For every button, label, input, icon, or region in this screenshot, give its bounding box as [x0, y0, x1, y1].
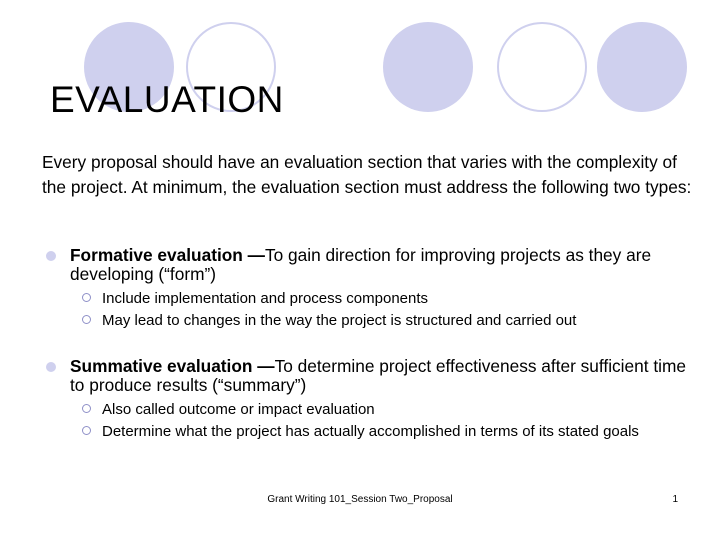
bullet-text: To determine project effectiveness after sufficient time to produce results (“summary”): [70, 356, 686, 395]
sub-bullet: [70, 290, 686, 307]
sub-bullet-ring-icon: [82, 426, 91, 435]
page-number: 1: [672, 494, 678, 505]
sub-bullet: [70, 312, 686, 329]
intro-paragraph: Every proposal should have an evaluation section that varies with the complexity of the project. At minimum, the evaluation section must address the following two types:: [42, 152, 692, 197]
bullet-dot-icon: [46, 362, 56, 372]
bullet-summative-evaluation: [46, 357, 686, 440]
decorative-circle-outline: [497, 22, 587, 112]
bullet-heading: Formative evaluation —: [70, 245, 265, 265]
slide-footer: Grant Writing 101_Session Two_Proposal: [267, 494, 453, 505]
sub-bullet-text: Also called outcome or impact evaluation: [102, 401, 375, 418]
bullet-dot-icon: [46, 251, 56, 261]
sub-bullet-ring-icon: [82, 404, 91, 413]
sub-bullet-text: Include implementation and process components: [102, 290, 429, 307]
slide-title: EVALUATION: [50, 79, 284, 120]
decorative-circle-filled: [383, 22, 473, 112]
sub-bullet-ring-icon: [82, 315, 91, 324]
bullet-heading: Summative evaluation —: [70, 356, 275, 376]
sub-bullet: [70, 423, 686, 440]
bullet-formative-evaluation: [46, 246, 686, 329]
sub-bullet-text: May lead to changes in the way the project is structured and carried out: [102, 312, 577, 329]
sub-bullet-ring-icon: [82, 293, 91, 302]
bullet-text: To gain direction for improving projects as they are developing (“form”): [70, 245, 652, 284]
sub-bullet: [70, 401, 686, 418]
decorative-circle-filled: [597, 22, 687, 112]
sub-bullet-text: Determine what the project has actually accomplished in terms of its stated goals: [102, 423, 639, 440]
bullet-list: [46, 246, 686, 440]
